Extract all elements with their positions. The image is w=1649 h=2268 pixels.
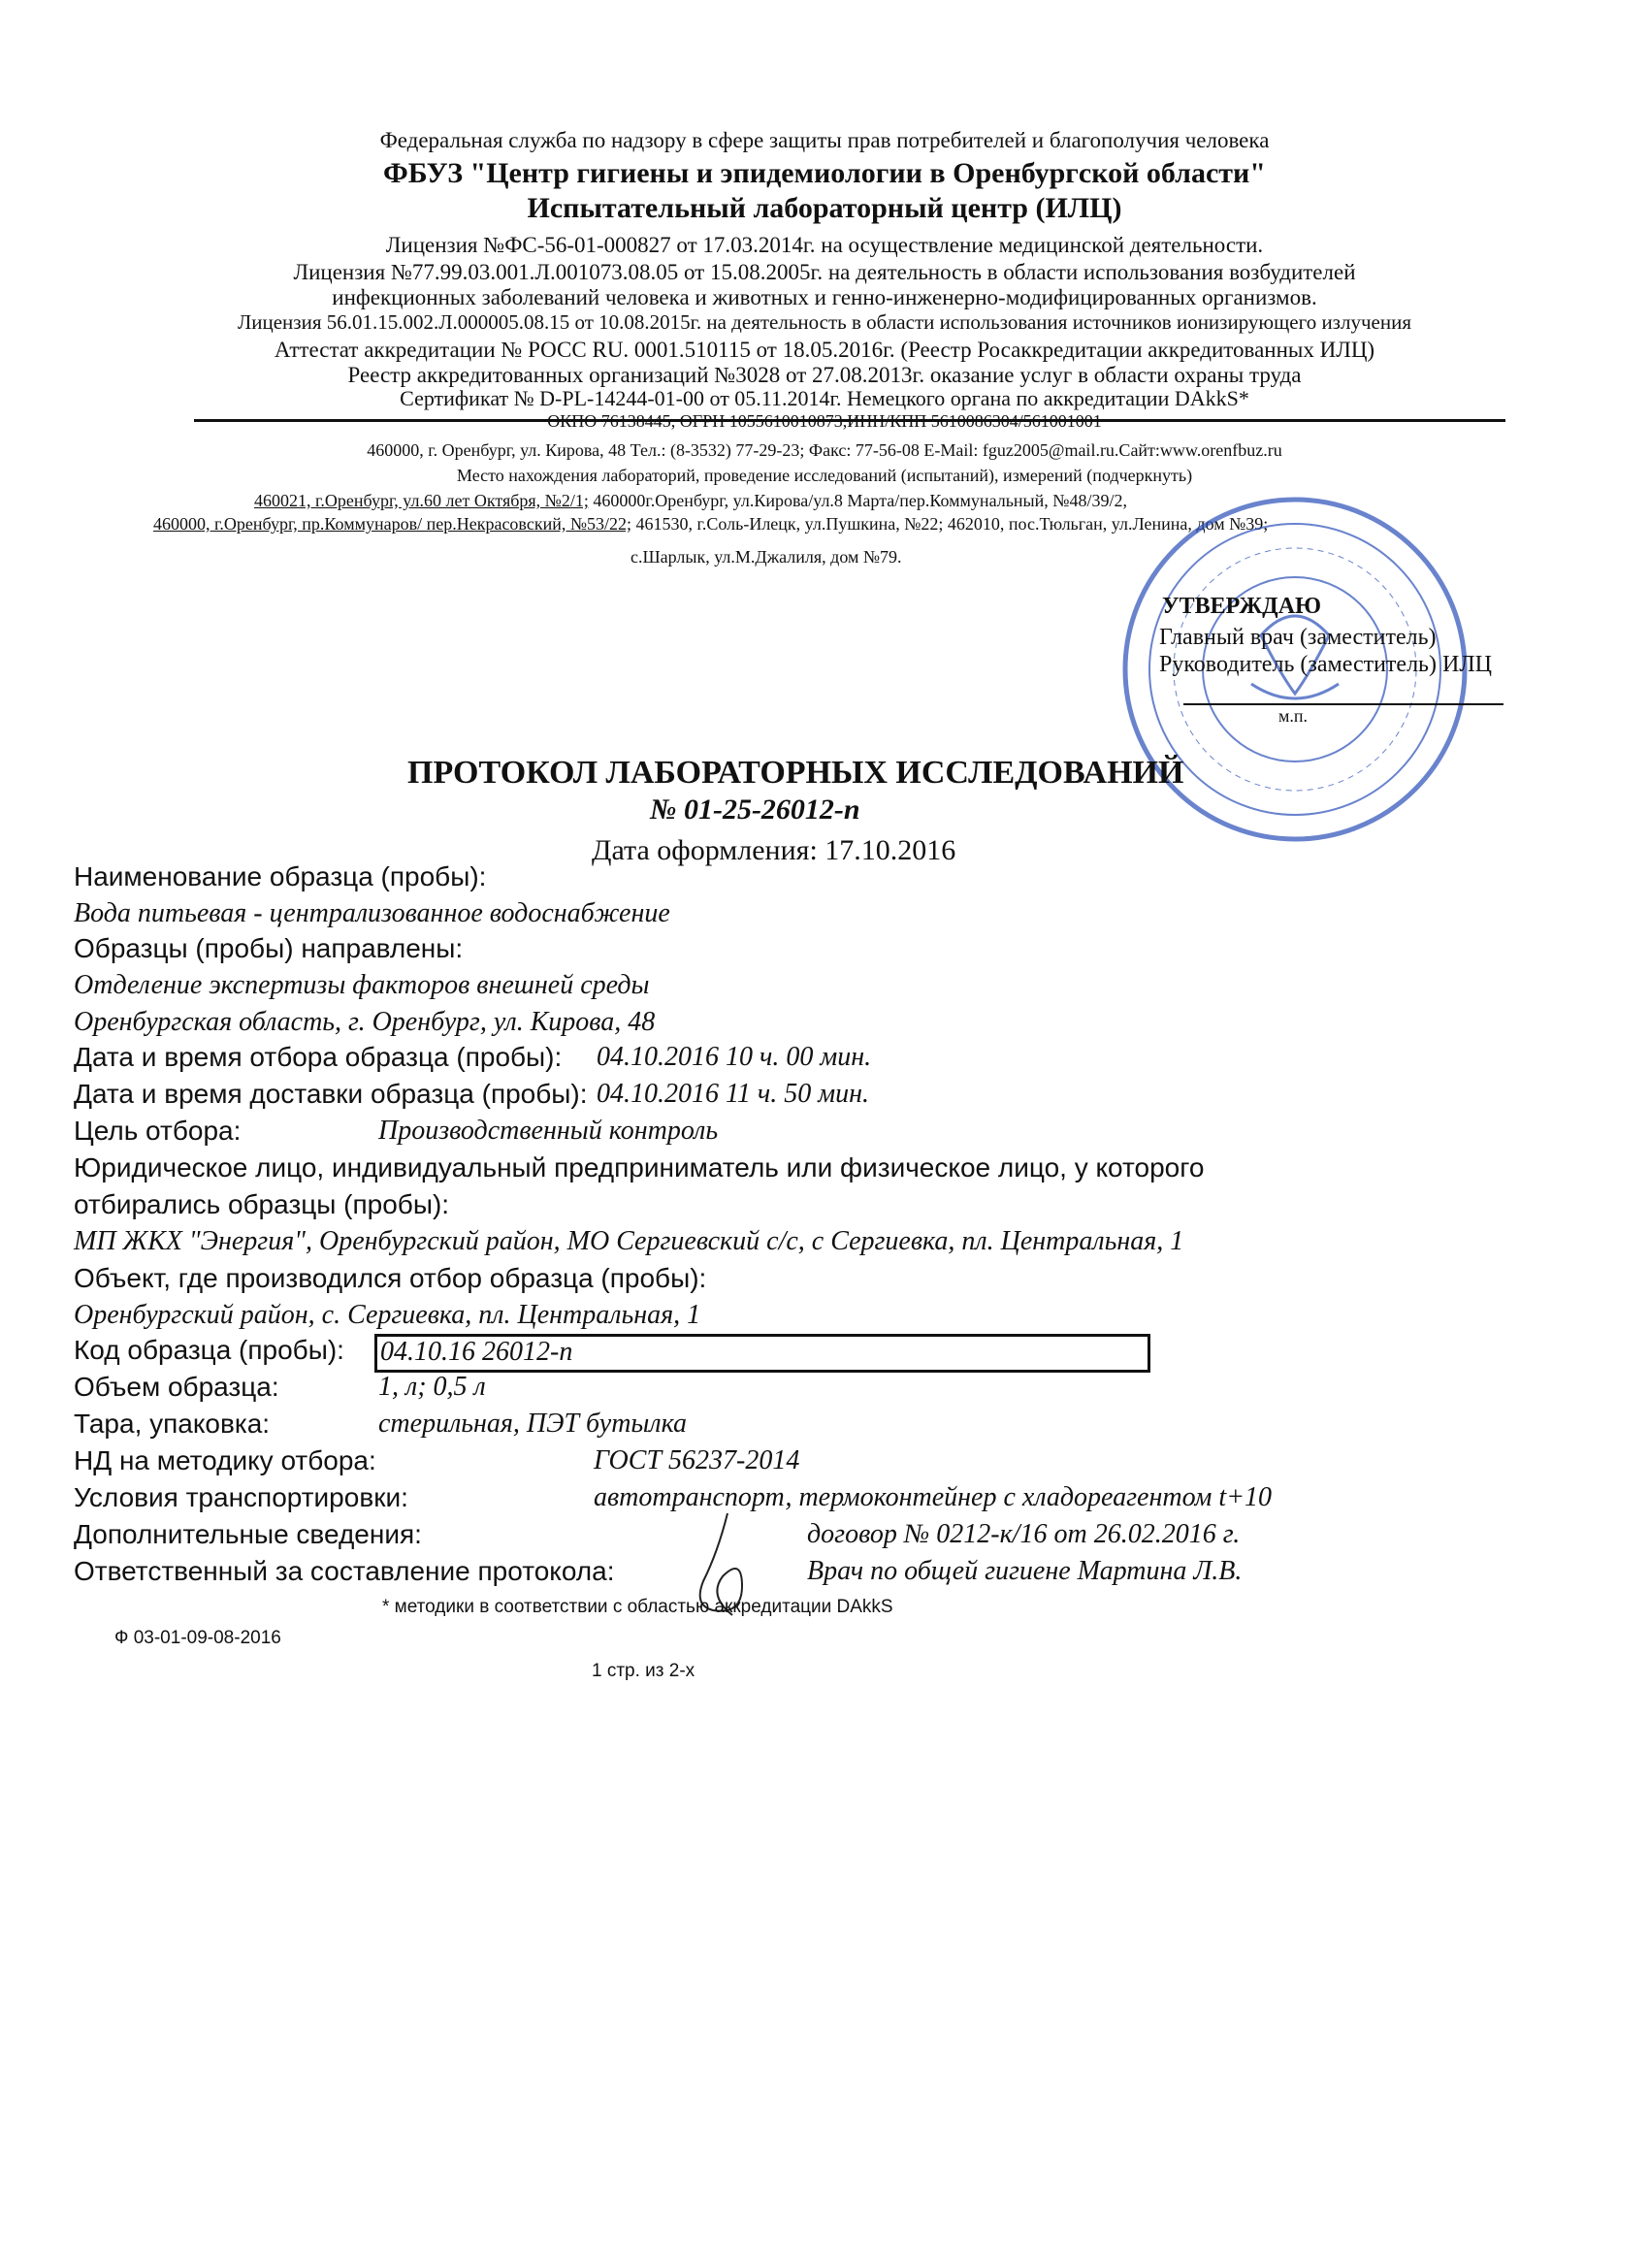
sample-name-label: Наименование образца (пробы): (74, 861, 487, 891)
protocol-date: Дата оформления: 17.10.2016 (592, 834, 956, 866)
page-counter: 1 стр. из 2-х (592, 1661, 695, 1681)
sent-by-value-1: Отделение экспертизы факторов внешней среды (74, 970, 650, 1000)
transport-value: автотранспорт, термоконтейнер с хладореагентом t+10 (594, 1482, 1273, 1512)
extra-value: договор № 0212-к/16 от 26.02.2016 г. (807, 1519, 1241, 1549)
okpo-line: ОКПО 76138445, ОГРН 1055610010873,ИНН/КПП 5610086304/561001001 (547, 411, 1102, 431)
address-line: 460000, г. Оренбург, ул. Кирова, 48 Тел.: (8-3532) 77-29-23; Факс: 77-56-08 E-Mail: fguz2005@mail.ru.Сайт:www.orenfbuz.ru (367, 440, 1282, 460)
lab-name: Испытательный лабораторный центр (ИЛЦ) (527, 192, 1122, 224)
responsible-label: Ответственный за составление протокола: (74, 1556, 615, 1586)
labs-line-1: 460021, г.Оренбург, ул.60 лет Октября, №2/1; 460000г.Оренбург, ул.Кирова/ул.8 Марта/пер.Коммунальный, №48/39/2, (254, 491, 1127, 510)
delivery-datetime-label: Дата и время доставки образца (пробы): (74, 1079, 588, 1109)
object-label: Объект, где производился отбор образца (пробы): (74, 1263, 707, 1293)
sample-name-value: Вода питьевая - централизованное водоснабжение (74, 898, 670, 928)
entity-value: МП ЖКХ "Энергия", Оренбургский район, МО Сергиевский с/с, с Сергиевка, пл. Центральная, 1 (74, 1226, 1184, 1256)
license-1: Лицензия №ФС-56-01-000827 от 17.03.2014г. на осуществление медицинской деятельности. (385, 233, 1264, 257)
certificate: Сертификат № D-PL-14244-01-00 от 05.11.2014г. Немецкого органа по аккредитации DAkkS* (400, 386, 1249, 410)
sampling-datetime-label: Дата и время отбора образца (пробы): (74, 1042, 563, 1072)
protocol-number: № 01-25-26012-п (650, 794, 860, 826)
labs-line-3: с.Шарлык, ул.М.Джалиля, дом №79. (630, 547, 902, 567)
org-name: ФБУЗ "Центр гигиены и эпидемиологии в Оренбургской области" (383, 157, 1266, 189)
license-2b: инфекционных заболеваний человека и животных и генно-инженерно-модифицированных организмов. (332, 285, 1317, 309)
code-label: Код образца (пробы): (74, 1335, 344, 1365)
registry: Реестр аккредитованных организаций №3028 от 27.08.2013г. оказание услуг в области охраны труда (347, 363, 1302, 387)
sent-by-label: Образцы (пробы) направлены: (74, 933, 464, 963)
purpose-value: Производственный контроль (378, 1116, 719, 1146)
footnote: * методики в соответствии с областью аккредитации DAkkS (382, 1597, 893, 1617)
protocol-title: ПРОТОКОЛ ЛАБОРАТОРНЫХ ИССЛЕДОВАНИЙ (407, 755, 1184, 791)
form-code: Ф 03-01-09-08-2016 (114, 1628, 281, 1648)
container-label: Тара, упаковка: (74, 1409, 271, 1439)
labs-heading: Место нахождения лабораторий, проведение исследований (испытаний), измерений (подчеркнуть) (456, 466, 1193, 485)
code-value: 04.10.16 26012-п (380, 1337, 573, 1367)
method-value: ГОСТ 56237-2014 (594, 1445, 800, 1475)
license-2a: Лицензия №77.99.03.001.Л.001073.08.05 от 15.08.2005г. на деятельность в области использования возбудителей (293, 260, 1356, 284)
sent-by-value-2: Оренбургская область, г. Оренбург, ул. Кирова, 48 (74, 1007, 656, 1037)
object-value: Оренбургский район, с. Сергиевка, пл. Центральная, 1 (74, 1300, 701, 1330)
sampling-datetime-value: 04.10.2016 10 ч. 00 мин. (597, 1042, 872, 1072)
agency-line: Федеральная служба по надзору в сфере защиты прав потребителей и благополучия человека (379, 128, 1270, 152)
extra-label: Дополнительные сведения: (74, 1519, 422, 1549)
entity-label-1: Юридическое лицо, индивидуальный предприниматель или физическое лицо, у которого (74, 1152, 1205, 1183)
approve-line-1: Главный врач (заместитель) (1159, 625, 1437, 650)
approve-initials: м.п. (1278, 706, 1309, 726)
approve-line-2: Руководитель (заместитель) ИЛЦ (1159, 652, 1492, 677)
labs-line-2: 460000, г.Оренбург, пр.Коммунаров/ пер.Некрасовский, №53/22; 461530, г.Соль-Илецк, ул.Пушкина, №22; 462010, пос.Тюльган, ул.Ленина, дом №39; (153, 514, 1269, 534)
approve-title: УТВЕРЖДАЮ (1162, 594, 1322, 619)
responsible-value: Врач по общей гигиене Мартина Л.В. (807, 1556, 1243, 1586)
method-label: НД на методику отбора: (74, 1445, 376, 1475)
transport-label: Условия транспортировки: (74, 1482, 408, 1512)
signature-line (1183, 703, 1504, 705)
container-value: стерильная, ПЭТ бутылка (378, 1409, 687, 1439)
purpose-label: Цель отбора: (74, 1116, 242, 1146)
volume-label: Объем образца: (74, 1372, 279, 1402)
delivery-datetime-value: 04.10.2016 11 ч. 50 мин. (597, 1079, 870, 1109)
license-3: Лицензия 56.01.15.002.Л.000005.08.15 от 10.08.2015г. на деятельность в области использования источников ионизирующего излучения (238, 310, 1411, 334)
accreditation: Аттестат аккредитации № РОСС RU. 0001.510115 от 18.05.2016г. (Реестр Росаккредитации аккредитованных ИЛЦ) (274, 338, 1375, 362)
volume-value: 1, л; 0,5 л (378, 1372, 486, 1402)
entity-label-2: отбирались образцы (пробы): (74, 1189, 450, 1219)
